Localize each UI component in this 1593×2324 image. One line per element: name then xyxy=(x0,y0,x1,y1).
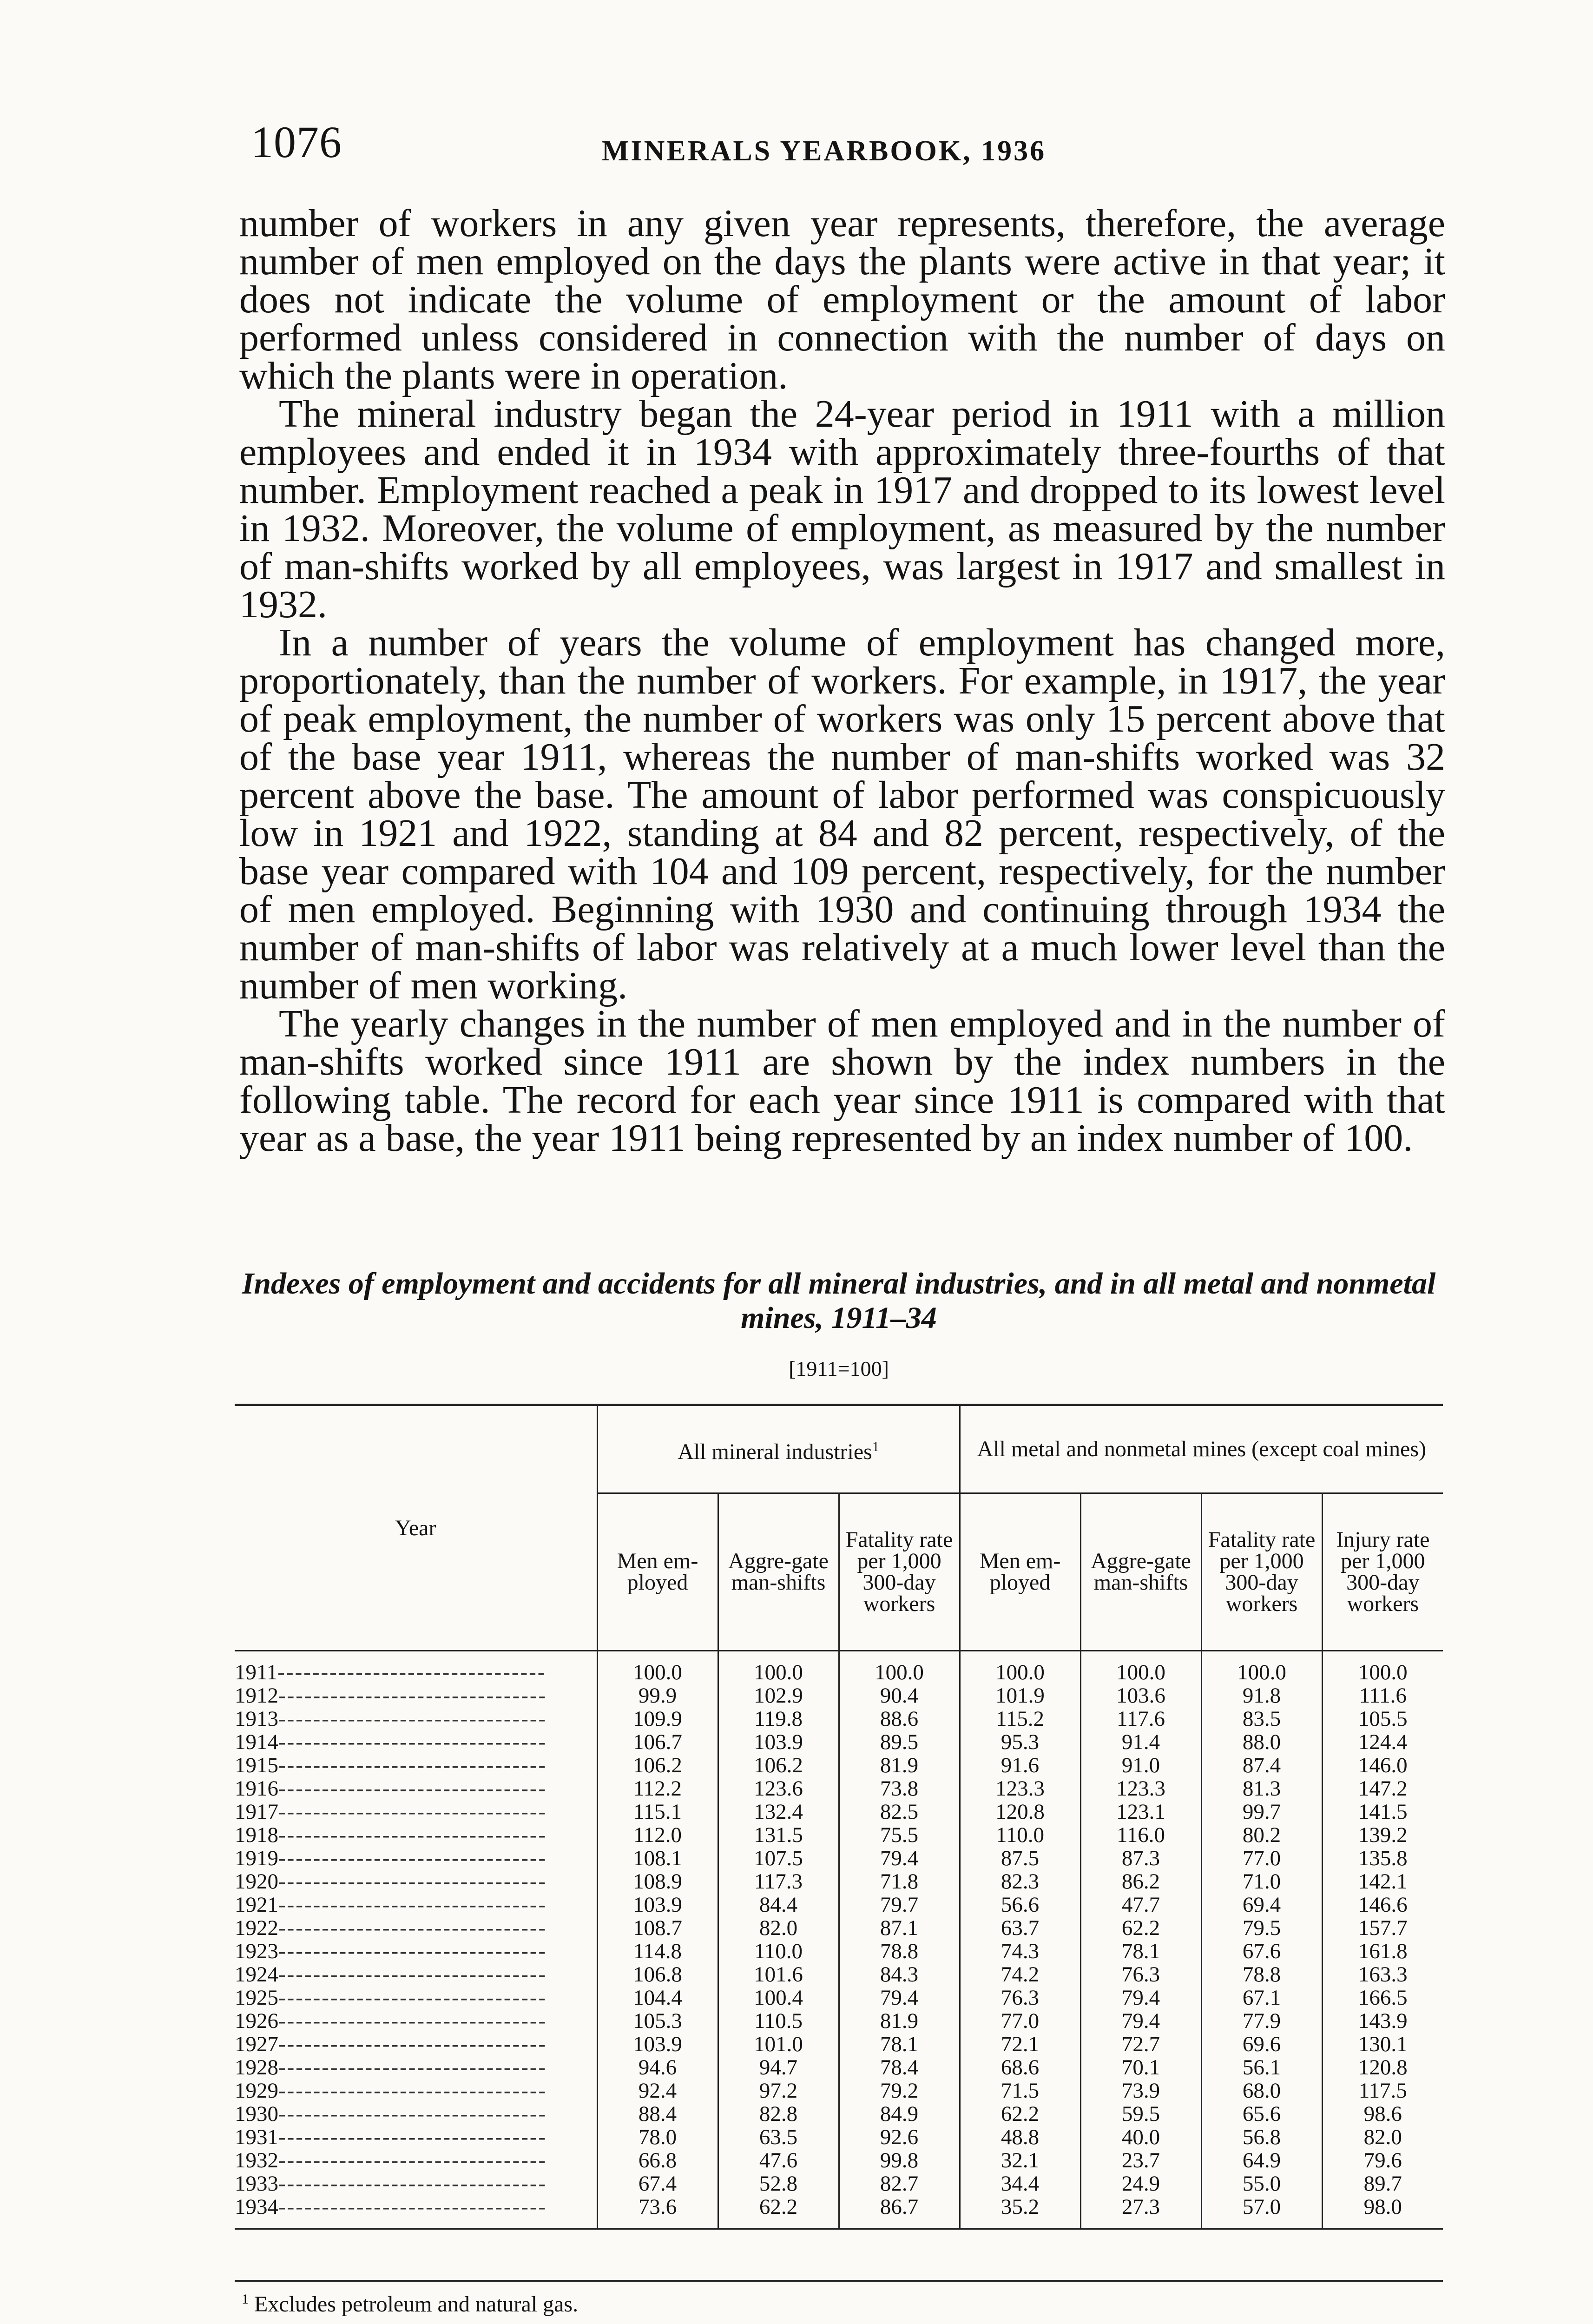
page-header xyxy=(251,112,1450,177)
value-cell: 57.0 xyxy=(1201,2195,1322,2229)
value-cell: 82.7 xyxy=(839,2172,960,2195)
year-column-header: Year xyxy=(235,1405,597,1651)
value-cell: 80.2 xyxy=(1201,1823,1322,1847)
group-header-all-mineral-text: All mineral industries xyxy=(678,1439,872,1464)
value-cell: 56.6 xyxy=(960,1893,1080,1916)
table-row xyxy=(235,1916,1443,1940)
table-row xyxy=(235,1940,1443,1963)
year-label: 1926 xyxy=(235,2009,278,2033)
value-cell: 27.3 xyxy=(1080,2195,1201,2229)
table-row xyxy=(235,1893,1443,1916)
value-cell: 117.3 xyxy=(718,1870,839,1893)
value-cell: 100.0 xyxy=(1201,1651,1322,1684)
value-cell: 130.1 xyxy=(1322,2033,1443,2056)
value-cell: 79.4 xyxy=(839,1847,960,1870)
value-cell: 87.4 xyxy=(1201,1754,1322,1777)
table-row xyxy=(235,2102,1443,2126)
value-cell: 94.6 xyxy=(597,2056,718,2079)
value-cell: 78.8 xyxy=(1201,1963,1322,1986)
column-header: Injury rate per 1,000 300-day workers xyxy=(1322,1493,1443,1651)
year-label: 1934 xyxy=(235,2195,278,2219)
year-label: 1932 xyxy=(235,2149,278,2172)
table-row xyxy=(235,2149,1443,2172)
value-cell: 108.7 xyxy=(597,1916,718,1940)
value-cell: 62.2 xyxy=(960,2102,1080,2126)
value-cell: 106.8 xyxy=(597,1963,718,1986)
year-label: 1927 xyxy=(235,2033,278,2056)
value-cell: 100.0 xyxy=(839,1651,960,1684)
leader-dots: ------------------------------- xyxy=(278,2033,547,2056)
value-cell: 87.5 xyxy=(960,1847,1080,1870)
value-cell: 34.4 xyxy=(960,2172,1080,2195)
value-cell: 88.0 xyxy=(1201,1730,1322,1754)
value-cell: 117.5 xyxy=(1322,2079,1443,2102)
leader-dots: ------------------------------- xyxy=(278,1893,547,1916)
year-cell xyxy=(235,1777,597,1800)
year-cell xyxy=(235,1916,597,1940)
leader-dots: ------------------------------- xyxy=(278,1754,547,1777)
paragraph: number of workers in any given year represents, therefore, the average number of men employed on the days the plants were active in that year; it does not indicate the volume of employment or the amount of labor performed unless considered in connection with the number of days on which the plants were in operation. xyxy=(239,202,1445,397)
year-label: 1922 xyxy=(235,1916,278,1940)
value-cell: 100.0 xyxy=(1322,1651,1443,1684)
paragraph: The yearly changes in the number of men employed and in the number of man-shifts worked since 1911 are shown by the index numbers in the following table. The record for each year since 1911 is compared with that year as a base, the year 1911 being represented by an index number of 100. xyxy=(239,1002,1445,1160)
year-label: 1920 xyxy=(235,1870,278,1893)
value-cell: 103.9 xyxy=(597,1893,718,1916)
value-cell: 66.8 xyxy=(597,2149,718,2172)
leader-dots: ------------------------------- xyxy=(278,1986,547,2009)
value-cell: 100.0 xyxy=(1080,1651,1201,1684)
value-cell: 78.1 xyxy=(1080,1940,1201,1963)
value-cell: 87.1 xyxy=(839,1916,960,1940)
leader-dots: ------------------------------- xyxy=(278,1823,547,1847)
leader-dots: ------------------------------- xyxy=(278,2102,547,2126)
leader-dots: ------------------------------- xyxy=(278,1777,547,1800)
value-cell: 100.0 xyxy=(597,1651,718,1684)
year-label: 1919 xyxy=(235,1847,278,1870)
table-row xyxy=(235,1777,1443,1800)
value-cell: 91.4 xyxy=(1080,1730,1201,1754)
value-cell: 68.6 xyxy=(960,2056,1080,2079)
value-cell: 81.9 xyxy=(839,1754,960,1777)
group-header-all-mineral xyxy=(597,1405,960,1493)
year-label: 1912 xyxy=(235,1684,278,1707)
value-cell: 59.5 xyxy=(1080,2102,1201,2126)
value-cell: 81.9 xyxy=(839,2009,960,2033)
value-cell: 123.3 xyxy=(1080,1777,1201,1800)
table-row xyxy=(235,2195,1443,2229)
value-cell: 141.5 xyxy=(1322,1800,1443,1823)
year-cell xyxy=(235,1986,597,2009)
value-cell: 101.9 xyxy=(960,1684,1080,1707)
year-cell xyxy=(235,2126,597,2149)
value-cell: 63.5 xyxy=(718,2126,839,2149)
value-cell: 111.6 xyxy=(1322,1684,1443,1707)
table-row xyxy=(235,1847,1443,1870)
body-text xyxy=(239,202,1445,1160)
value-cell: 119.8 xyxy=(718,1707,839,1730)
value-cell: 84.3 xyxy=(839,1963,960,1986)
value-cell: 62.2 xyxy=(718,2195,839,2229)
paragraph: In a number of years the volume of employment has changed more, proportionately, than the number of workers. For example, in 1917, the year of peak employment, the number of workers was only 15 percent above that of the base year 1911, whereas the number of man-shifts worked was 32 percent above the base. The amount of labor performed was conspicuously low in 1921 and 1922, standing at 84 and 82 percent, respectively, of the base year compared with 104 and 109 percent, respectively, for the number of men employed. Beginning with 1930 and continuing through 1934 the number of man-shifts of labor was relatively at a much lower level than the number of men working. xyxy=(239,621,1445,1007)
table-row xyxy=(235,1730,1443,1754)
value-cell: 77.0 xyxy=(1201,1847,1322,1870)
value-cell: 78.1 xyxy=(839,2033,960,2056)
table-row xyxy=(235,1754,1443,1777)
value-cell: 47.7 xyxy=(1080,1893,1201,1916)
value-cell: 143.9 xyxy=(1322,2009,1443,2033)
value-cell: 87.3 xyxy=(1080,1847,1201,1870)
footnote-divider xyxy=(235,2280,1443,2282)
table-row xyxy=(235,1823,1443,1847)
value-cell: 139.2 xyxy=(1322,1823,1443,1847)
value-cell: 99.7 xyxy=(1201,1800,1322,1823)
value-cell: 114.8 xyxy=(597,1940,718,1963)
table-row xyxy=(235,2056,1443,2079)
value-cell: 73.9 xyxy=(1080,2079,1201,2102)
value-cell: 99.8 xyxy=(839,2149,960,2172)
value-cell: 120.8 xyxy=(960,1800,1080,1823)
value-cell: 82.8 xyxy=(718,2102,839,2126)
value-cell: 105.3 xyxy=(597,2009,718,2033)
value-cell: 110.0 xyxy=(960,1823,1080,1847)
year-cell xyxy=(235,1707,597,1730)
value-cell: 47.6 xyxy=(718,2149,839,2172)
year-cell xyxy=(235,2149,597,2172)
year-cell xyxy=(235,1823,597,1847)
value-cell: 112.0 xyxy=(597,1823,718,1847)
leader-dots: ------------------------------- xyxy=(278,1707,547,1730)
table-row xyxy=(235,2172,1443,2195)
table-row xyxy=(235,1684,1443,1707)
leader-dots: ------------------------------- xyxy=(278,1963,547,1986)
value-cell: 79.2 xyxy=(839,2079,960,2102)
value-cell: 48.8 xyxy=(960,2126,1080,2149)
value-cell: 147.2 xyxy=(1322,1777,1443,1800)
value-cell: 79.7 xyxy=(839,1893,960,1916)
table-row xyxy=(235,2009,1443,2033)
value-cell: 110.0 xyxy=(718,1940,839,1963)
value-cell: 166.5 xyxy=(1322,1986,1443,2009)
value-cell: 91.6 xyxy=(960,1754,1080,1777)
year-cell xyxy=(235,1893,597,1916)
value-cell: 82.5 xyxy=(839,1800,960,1823)
year-label: 1931 xyxy=(235,2126,278,2149)
value-cell: 101.0 xyxy=(718,2033,839,2056)
year-label: 1918 xyxy=(235,1823,278,1847)
year-cell xyxy=(235,1651,597,1684)
paragraph: The mineral industry began the 24-year period in 1911 with a million employees and ended it in 1934 with approximately three-fourths of that number. Employment reached a peak in 1917 and dropped to its lowest level in 1932. Moreover, the volume of employment, as measured by the number of man-shifts worked by all employees, was largest in 1917 and smallest in 1932. xyxy=(239,392,1445,626)
value-cell: 76.3 xyxy=(1080,1963,1201,1986)
year-cell xyxy=(235,1730,597,1754)
year-cell xyxy=(235,1963,597,1986)
value-cell: 105.5 xyxy=(1322,1707,1443,1730)
value-cell: 71.8 xyxy=(839,1870,960,1893)
year-cell xyxy=(235,1800,597,1823)
leader-dots: ------------------------------- xyxy=(277,1660,546,1684)
value-cell: 92.4 xyxy=(597,2079,718,2102)
value-cell: 56.8 xyxy=(1201,2126,1322,2149)
value-cell: 142.1 xyxy=(1322,1870,1443,1893)
value-cell: 108.1 xyxy=(597,1847,718,1870)
column-header: Aggre-gate man-shifts xyxy=(718,1493,839,1651)
value-cell: 73.8 xyxy=(839,1777,960,1800)
leader-dots: ------------------------------- xyxy=(278,2079,547,2102)
footnote xyxy=(242,2291,578,2317)
value-cell: 132.4 xyxy=(718,1800,839,1823)
value-cell: 82.0 xyxy=(1322,2126,1443,2149)
year-label: 1911 xyxy=(235,1660,278,1684)
data-table xyxy=(235,1404,1443,2230)
value-cell: 69.4 xyxy=(1201,1893,1322,1916)
value-cell: 71.5 xyxy=(960,2079,1080,2102)
column-header: Fatality rate per 1,000 300-day workers xyxy=(839,1493,960,1651)
value-cell: 123.1 xyxy=(1080,1800,1201,1823)
value-cell: 88.6 xyxy=(839,1707,960,1730)
value-cell: 69.6 xyxy=(1201,2033,1322,2056)
value-cell: 83.5 xyxy=(1201,1707,1322,1730)
year-cell xyxy=(235,2172,597,2195)
table-caption: Indexes of employment and accidents for all mineral industries, and in all metal and nonmetal mines, 1911–34 xyxy=(242,1267,1436,1335)
value-cell: 23.7 xyxy=(1080,2149,1201,2172)
group-header-metal-nonmetal: All metal and nonmetal mines (except coal mines) xyxy=(960,1405,1443,1493)
table-row xyxy=(235,1963,1443,1986)
year-cell xyxy=(235,1754,597,1777)
value-cell: 90.4 xyxy=(839,1684,960,1707)
value-cell: 98.0 xyxy=(1322,2195,1443,2229)
value-cell: 62.2 xyxy=(1080,1916,1201,1940)
value-cell: 123.3 xyxy=(960,1777,1080,1800)
table-row xyxy=(235,2126,1443,2149)
value-cell: 157.7 xyxy=(1322,1916,1443,1940)
year-cell xyxy=(235,1870,597,1893)
value-cell: 75.5 xyxy=(839,1823,960,1847)
footnote-marker: 1 xyxy=(872,1439,879,1454)
leader-dots: ------------------------------- xyxy=(278,2126,547,2149)
value-cell: 110.5 xyxy=(718,2009,839,2033)
value-cell: 124.4 xyxy=(1322,1730,1443,1754)
year-cell xyxy=(235,2033,597,2056)
value-cell: 103.9 xyxy=(597,2033,718,2056)
value-cell: 67.4 xyxy=(597,2172,718,2195)
year-cell xyxy=(235,1940,597,1963)
page-number: 1076 xyxy=(251,117,342,167)
year-cell xyxy=(235,1684,597,1707)
value-cell: 71.0 xyxy=(1201,1870,1322,1893)
value-cell: 117.6 xyxy=(1080,1707,1201,1730)
leader-dots: ------------------------------- xyxy=(278,1916,547,1940)
year-cell xyxy=(235,2009,597,2033)
value-cell: 92.6 xyxy=(839,2126,960,2149)
value-cell: 131.5 xyxy=(718,1823,839,1847)
value-cell: 72.1 xyxy=(960,2033,1080,2056)
year-cell xyxy=(235,2195,597,2229)
value-cell: 78.0 xyxy=(597,2126,718,2149)
column-header: Fatality rate per 1,000 300-day workers xyxy=(1201,1493,1322,1651)
value-cell: 79.6 xyxy=(1322,2149,1443,2172)
value-cell: 76.3 xyxy=(960,1986,1080,2009)
value-cell: 55.0 xyxy=(1201,2172,1322,2195)
value-cell: 91.0 xyxy=(1080,1754,1201,1777)
value-cell: 52.8 xyxy=(718,2172,839,2195)
value-cell: 104.4 xyxy=(597,1986,718,2009)
value-cell: 82.0 xyxy=(718,1916,839,1940)
footnote-text: Excludes petroleum and natural gas. xyxy=(254,2292,579,2317)
value-cell: 56.1 xyxy=(1201,2056,1322,2079)
year-label: 1916 xyxy=(235,1777,278,1800)
value-cell: 73.6 xyxy=(597,2195,718,2229)
value-cell: 106.2 xyxy=(718,1754,839,1777)
value-cell: 106.2 xyxy=(597,1754,718,1777)
value-cell: 95.3 xyxy=(960,1730,1080,1754)
table-row xyxy=(235,1707,1443,1730)
year-label: 1930 xyxy=(235,2102,278,2126)
year-label: 1917 xyxy=(235,1800,278,1823)
year-cell xyxy=(235,1847,597,1870)
table-row xyxy=(235,2033,1443,2056)
value-cell: 135.8 xyxy=(1322,1847,1443,1870)
value-cell: 78.8 xyxy=(839,1940,960,1963)
value-cell: 123.6 xyxy=(718,1777,839,1800)
value-cell: 67.1 xyxy=(1201,1986,1322,2009)
value-cell: 100.0 xyxy=(960,1651,1080,1684)
year-label: 1913 xyxy=(235,1707,278,1730)
value-cell: 40.0 xyxy=(1080,2126,1201,2149)
table-body xyxy=(235,1651,1443,2229)
value-cell: 91.8 xyxy=(1201,1684,1322,1707)
value-cell: 146.6 xyxy=(1322,1893,1443,1916)
table-row xyxy=(235,1651,1443,1684)
value-cell: 72.7 xyxy=(1080,2033,1201,2056)
value-cell: 112.2 xyxy=(597,1777,718,1800)
value-cell: 74.3 xyxy=(960,1940,1080,1963)
table-row xyxy=(235,1986,1443,2009)
value-cell: 68.0 xyxy=(1201,2079,1322,2102)
value-cell: 35.2 xyxy=(960,2195,1080,2229)
year-label: 1921 xyxy=(235,1893,278,1916)
leader-dots: ------------------------------- xyxy=(278,2056,547,2079)
leader-dots: ------------------------------- xyxy=(278,1684,547,1707)
value-cell: 82.3 xyxy=(960,1870,1080,1893)
table-row xyxy=(235,2079,1443,2102)
year-cell xyxy=(235,2079,597,2102)
table-row xyxy=(235,1800,1443,1823)
value-cell: 74.2 xyxy=(960,1963,1080,1986)
column-header: Aggre-gate man-shifts xyxy=(1080,1493,1201,1651)
leader-dots: ------------------------------- xyxy=(278,2009,547,2033)
value-cell: 106.7 xyxy=(597,1730,718,1754)
index-table xyxy=(235,1404,1443,2230)
leader-dots: ------------------------------- xyxy=(278,2172,547,2195)
column-header: Men em-ployed xyxy=(960,1493,1080,1651)
value-cell: 78.4 xyxy=(839,2056,960,2079)
value-cell: 109.9 xyxy=(597,1707,718,1730)
leader-dots: ------------------------------- xyxy=(278,1940,547,1963)
value-cell: 32.1 xyxy=(960,2149,1080,2172)
value-cell: 103.6 xyxy=(1080,1684,1201,1707)
year-label: 1914 xyxy=(235,1730,278,1754)
leader-dots: ------------------------------- xyxy=(278,1730,547,1754)
value-cell: 101.6 xyxy=(718,1963,839,1986)
value-cell: 100.4 xyxy=(718,1986,839,2009)
value-cell: 115.2 xyxy=(960,1707,1080,1730)
year-label: 1925 xyxy=(235,1986,278,2009)
value-cell: 63.7 xyxy=(960,1916,1080,1940)
value-cell: 163.3 xyxy=(1322,1963,1443,1986)
year-cell xyxy=(235,2102,597,2126)
value-cell: 107.5 xyxy=(718,1847,839,1870)
value-cell: 81.3 xyxy=(1201,1777,1322,1800)
value-cell: 108.9 xyxy=(597,1870,718,1893)
value-cell: 94.7 xyxy=(718,2056,839,2079)
value-cell: 84.4 xyxy=(718,1893,839,1916)
year-label: 1915 xyxy=(235,1754,278,1777)
value-cell: 97.2 xyxy=(718,2079,839,2102)
value-cell: 89.7 xyxy=(1322,2172,1443,2195)
leader-dots: ------------------------------- xyxy=(278,2149,547,2172)
value-cell: 77.0 xyxy=(960,2009,1080,2033)
year-cell xyxy=(235,2056,597,2079)
year-label: 1933 xyxy=(235,2172,278,2195)
value-cell: 115.1 xyxy=(597,1800,718,1823)
year-label: 1929 xyxy=(235,2079,278,2102)
footnote-marker: 1 xyxy=(242,2291,249,2307)
value-cell: 99.9 xyxy=(597,1684,718,1707)
value-cell: 77.9 xyxy=(1201,2009,1322,2033)
value-cell: 79.5 xyxy=(1201,1916,1322,1940)
year-label: 1928 xyxy=(235,2056,278,2079)
value-cell: 98.6 xyxy=(1322,2102,1443,2126)
year-label: 1923 xyxy=(235,1940,278,1963)
table-base-note: [1911=100] xyxy=(789,1357,889,1380)
value-cell: 88.4 xyxy=(597,2102,718,2126)
table-row xyxy=(235,1870,1443,1893)
value-cell: 79.4 xyxy=(1080,2009,1201,2033)
leader-dots: ------------------------------- xyxy=(278,1800,547,1823)
value-cell: 89.5 xyxy=(839,1730,960,1754)
value-cell: 86.7 xyxy=(839,2195,960,2229)
value-cell: 70.1 xyxy=(1080,2056,1201,2079)
value-cell: 146.0 xyxy=(1322,1754,1443,1777)
year-label: 1924 xyxy=(235,1963,278,1986)
column-header: Men em-ployed xyxy=(597,1493,718,1651)
value-cell: 86.2 xyxy=(1080,1870,1201,1893)
value-cell: 64.9 xyxy=(1201,2149,1322,2172)
value-cell: 103.9 xyxy=(718,1730,839,1754)
value-cell: 100.0 xyxy=(718,1651,839,1684)
value-cell: 24.9 xyxy=(1080,2172,1201,2195)
value-cell: 65.6 xyxy=(1201,2102,1322,2126)
value-cell: 116.0 xyxy=(1080,1823,1201,1847)
running-head: MINERALS YEARBOOK, 1936 xyxy=(602,135,1047,167)
value-cell: 84.9 xyxy=(839,2102,960,2126)
value-cell: 102.9 xyxy=(718,1684,839,1707)
value-cell: 161.8 xyxy=(1322,1940,1443,1963)
leader-dots: ------------------------------- xyxy=(278,1847,547,1870)
value-cell: 120.8 xyxy=(1322,2056,1443,2079)
value-cell: 79.4 xyxy=(1080,1986,1201,2009)
leader-dots: ------------------------------- xyxy=(278,1870,547,1893)
leader-dots: ------------------------------- xyxy=(278,2195,547,2219)
value-cell: 79.4 xyxy=(839,1986,960,2009)
value-cell: 67.6 xyxy=(1201,1940,1322,1963)
